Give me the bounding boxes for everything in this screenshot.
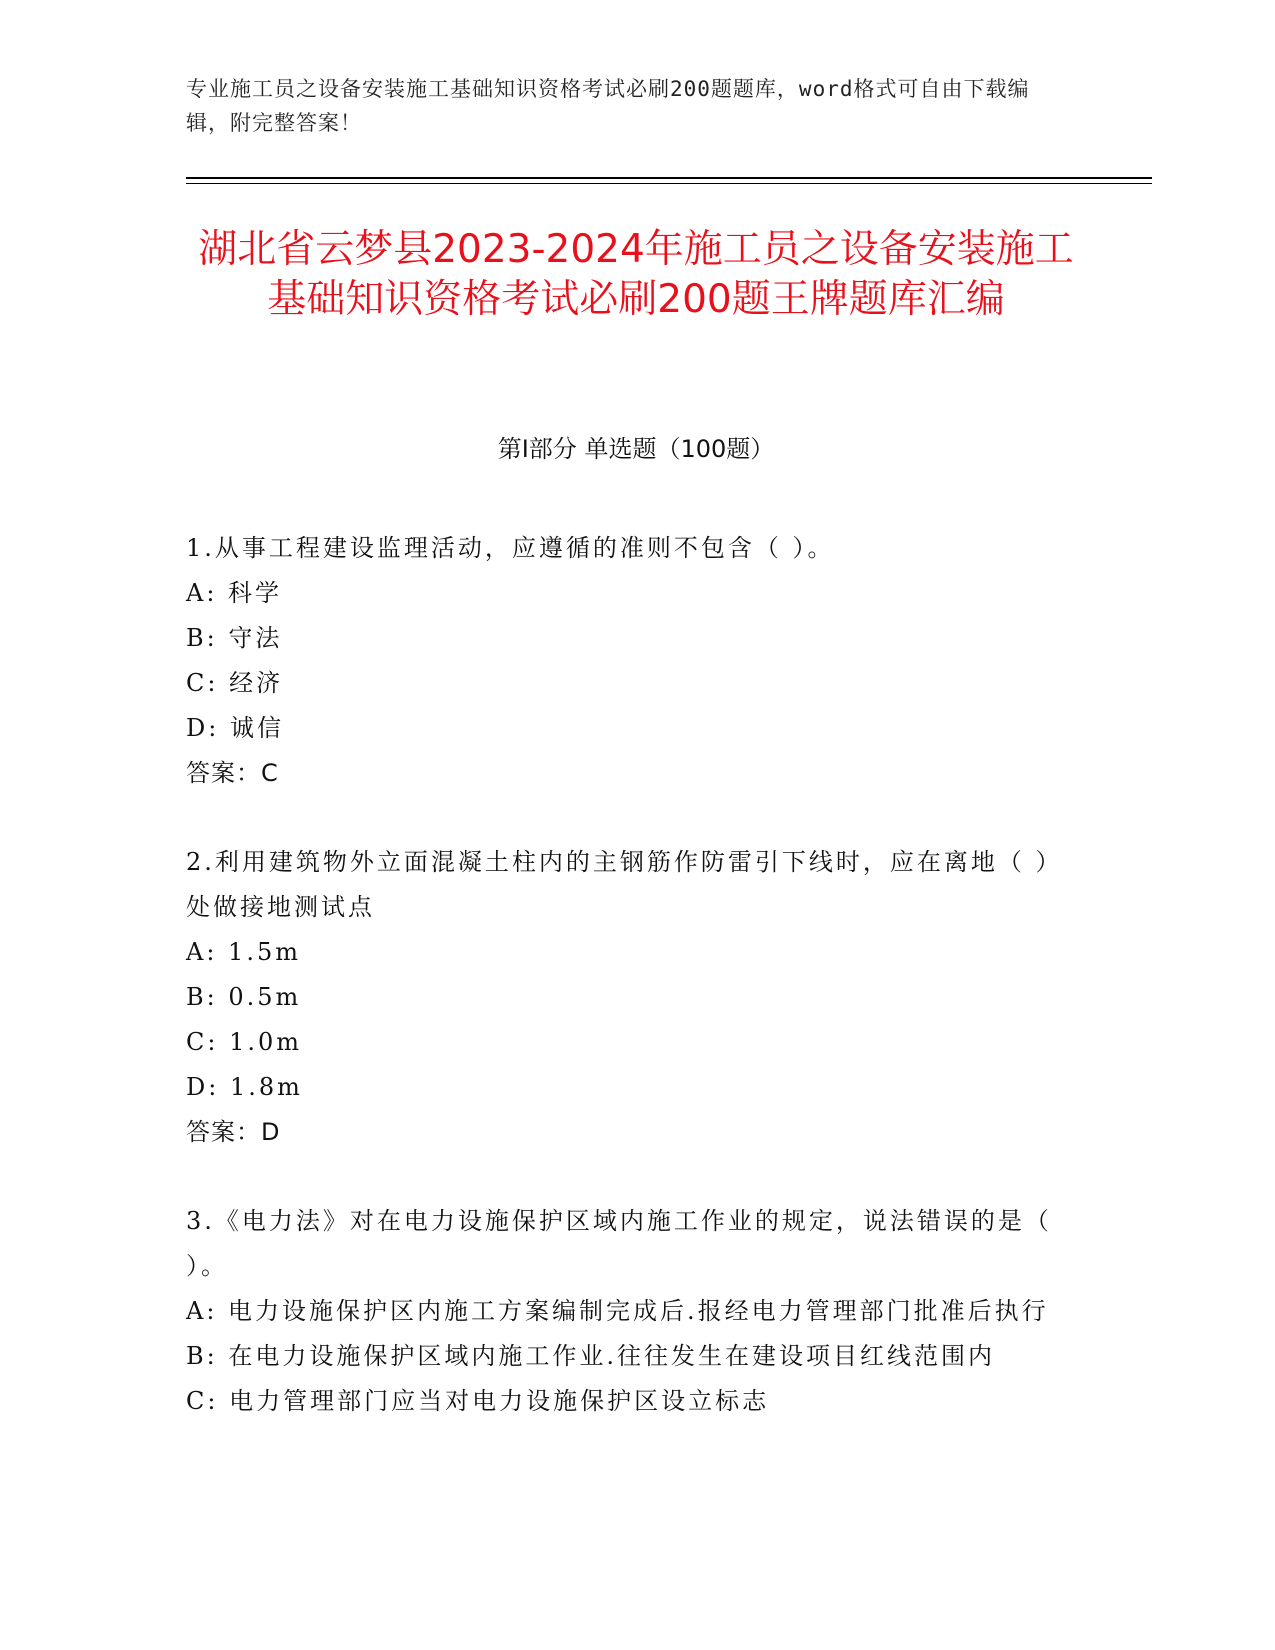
question-list (186, 526, 1066, 1468)
question-item (186, 1199, 1066, 1424)
option-a: A: 电力设施保护区内施工方案编制完成后.报经电力管理部门批准后执行 (186, 1297, 1049, 1325)
header-divider-thin (186, 183, 1152, 184)
question-item (186, 526, 1066, 796)
option-d: D: 诚信 (186, 714, 284, 742)
answer-line: 答案：D (186, 1118, 281, 1146)
question-text: 3.《电力法》对在电力设施保护区域内施工作业的规定，说法错误的是（ ）。 (186, 1207, 1052, 1280)
option-c: C: 1.0m (186, 1028, 303, 1056)
option-d: D: 1.8m (186, 1073, 303, 1101)
document-title: 湖北省云梦县2023-2024年施工员之设备安装施工基础知识资格考试必刷200题王牌题库汇编 (198, 227, 1074, 322)
header-divider-thick (186, 177, 1152, 179)
option-a: A: 科学 (186, 579, 283, 607)
section-heading: 第Ⅰ部分 单选题（100题） (497, 435, 775, 463)
option-b: B: 在电力设施保护区域内施工作业.往往发生在建设项目红线范围内 (186, 1342, 995, 1370)
question-text: 1.从事工程建设监理活动，应遵循的准则不包含（ ）。 (186, 534, 835, 562)
question-text: 2.利用建筑物外立面混凝土柱内的主钢筋作防雷引下线时，应在离地（ ）处做接地测试点 (186, 848, 1063, 921)
option-c: C: 电力管理部门应当对电力设施保护区设立标志 (186, 1387, 770, 1415)
header-note: 专业施工员之设备安装施工基础知识资格考试必刷200题题库，word格式可自由下载编辑，附完整答案！ (186, 77, 1030, 135)
option-b: B: 0.5m (186, 983, 302, 1011)
option-c: C: 经济 (186, 669, 284, 697)
question-item (186, 840, 1066, 1155)
option-b: B: 守法 (186, 624, 283, 652)
option-a: A: 1.5m (186, 938, 301, 966)
answer-line: 答案：C (186, 759, 279, 787)
